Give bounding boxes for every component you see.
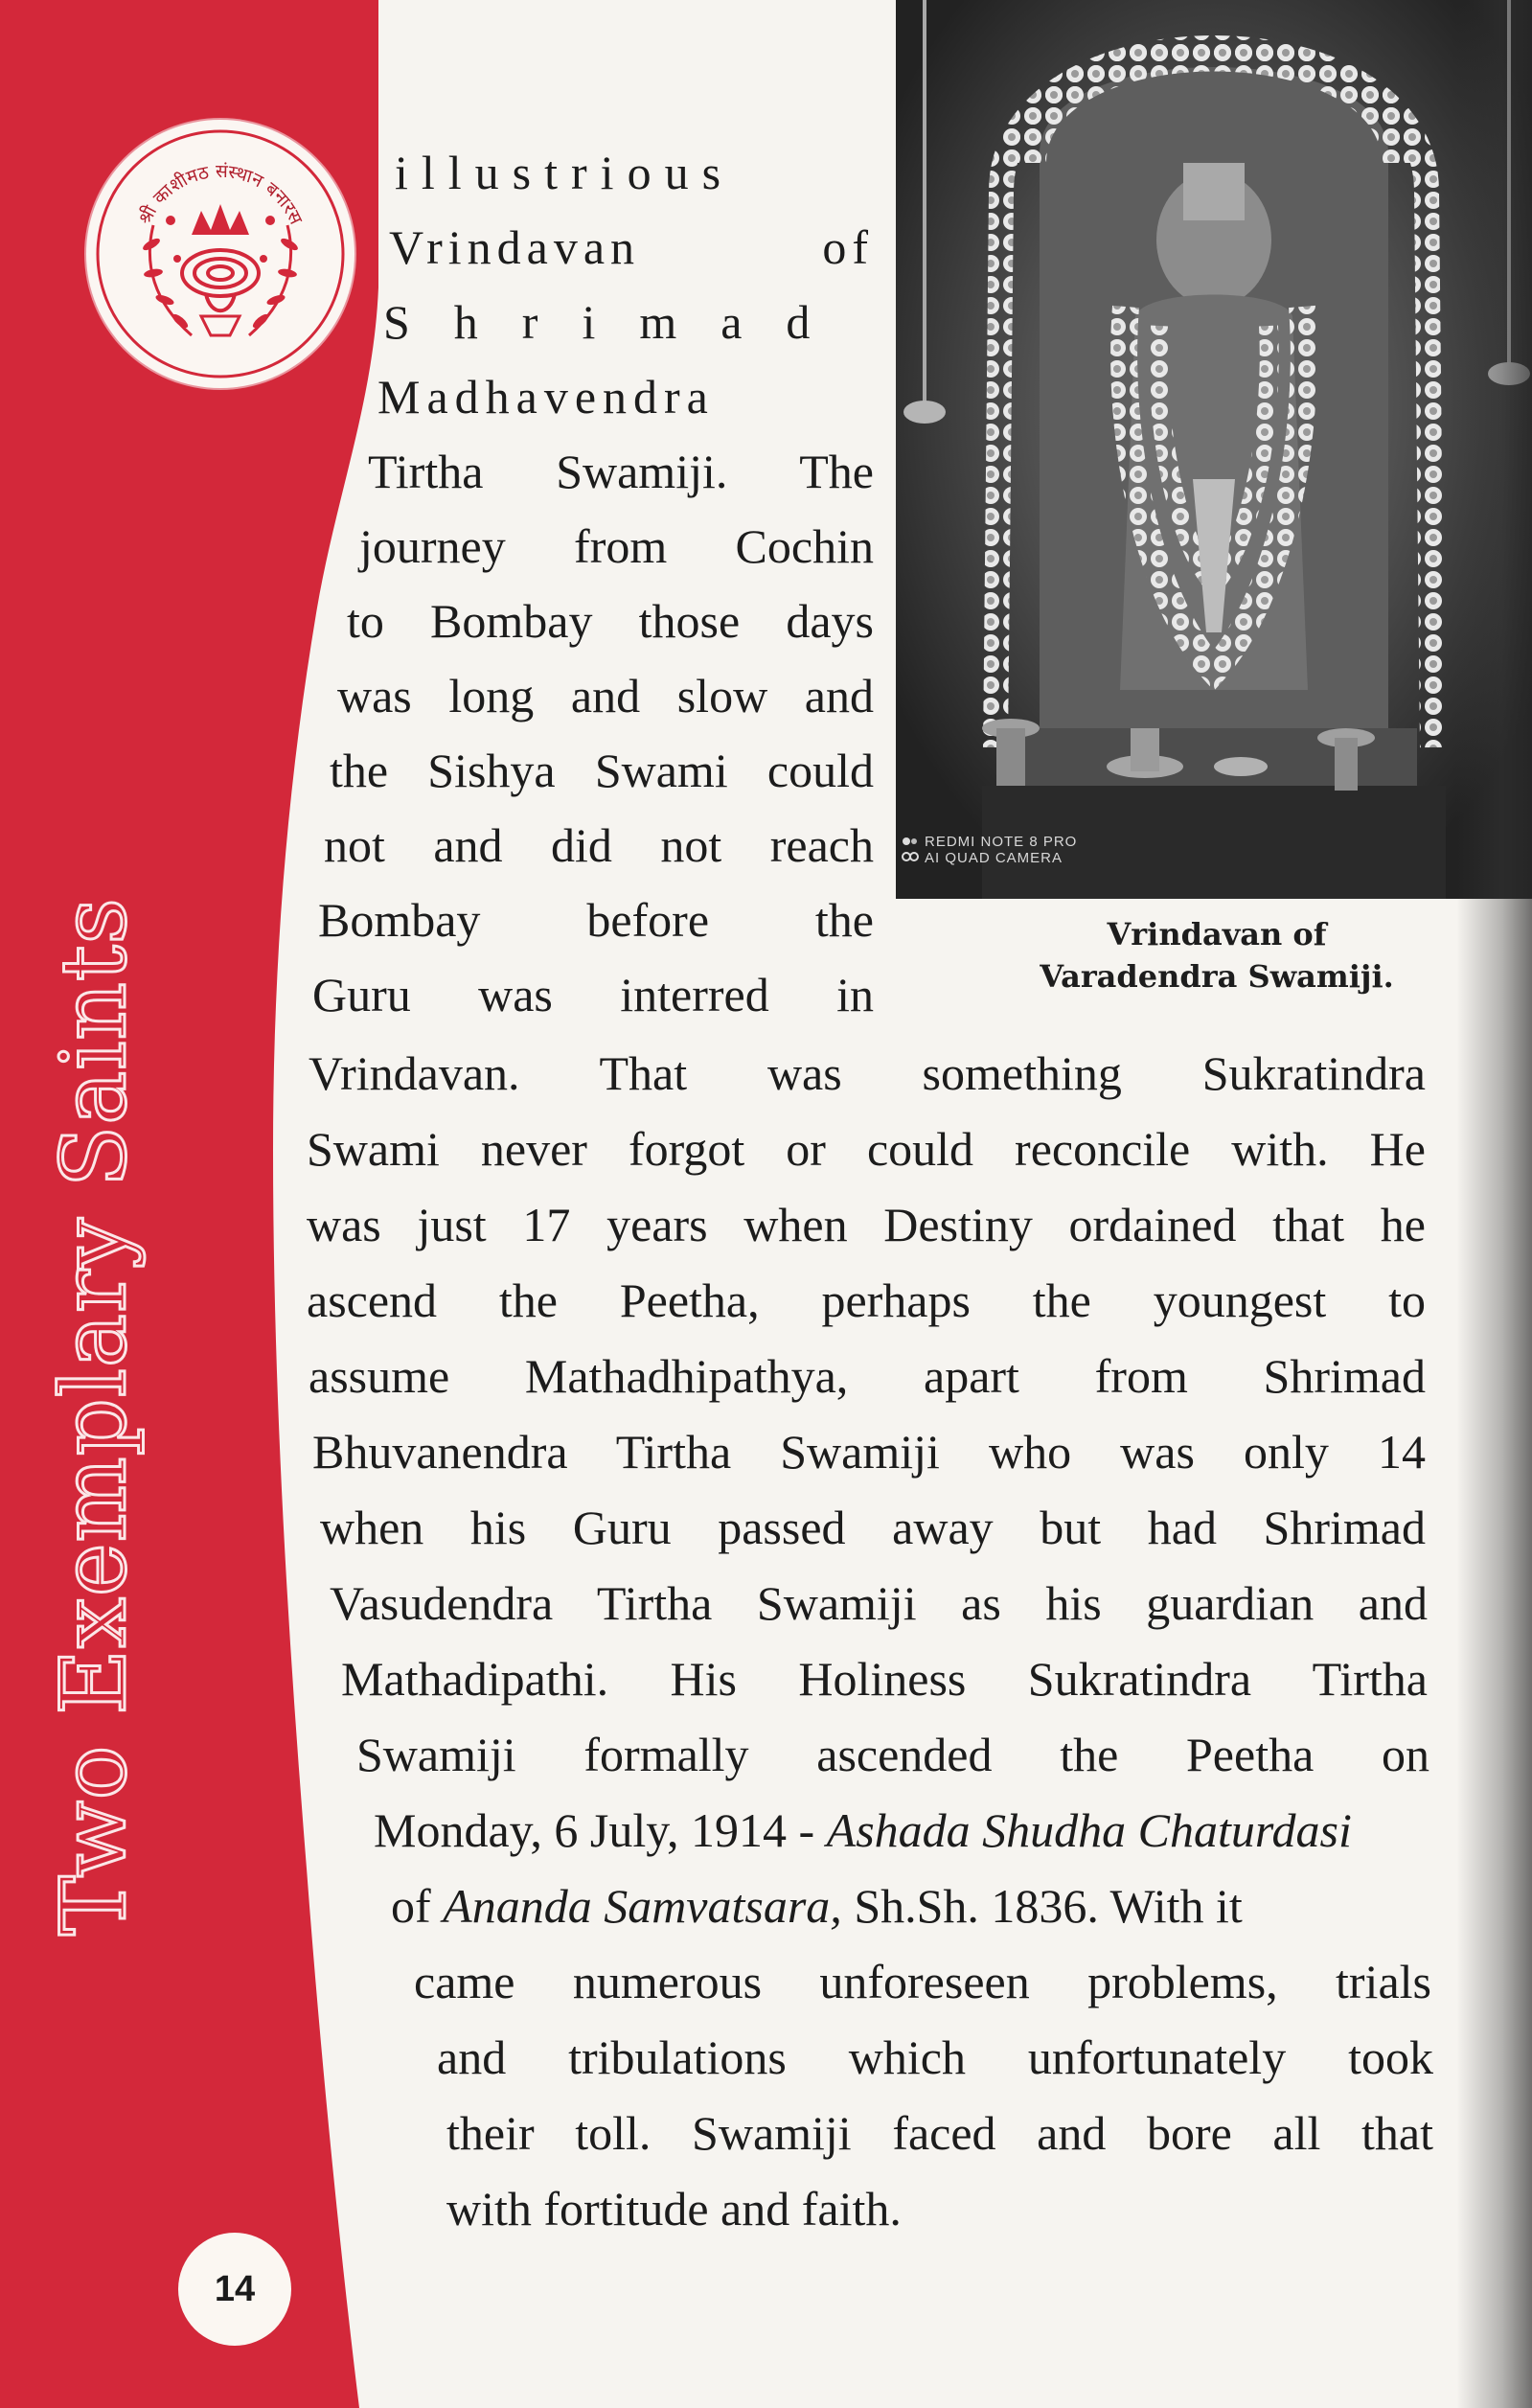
- body-line: [383, 295, 874, 349]
- body-line: illustrious: [395, 146, 735, 199]
- body-line: came numerous unforeseen problems, trials: [414, 1955, 1431, 2008]
- body-line: Mathadipathi. His Holiness Sukratindra Tirtha: [341, 1652, 1428, 1706]
- watermark-line-1: REDMI NOTE 8 PRO: [925, 834, 1078, 850]
- body-line: Bombay before the: [318, 893, 874, 947]
- caption-line-1: Vrindavan of: [1107, 916, 1327, 952]
- body-line: [391, 1879, 1431, 1933]
- vrindavan-shrine-photo-icon: [896, 0, 1532, 899]
- photo-watermark: [925, 834, 1077, 867]
- body-line-text: Sh.Sh. 1836. With it: [841, 1879, 1243, 1933]
- photo-caption: [996, 913, 1437, 998]
- body-line: when his Guru passed away but had Shrimad: [320, 1501, 1426, 1554]
- body-line: Swamiji formally ascended the Peetha on: [356, 1728, 1429, 1781]
- body-line: Guru was interred in: [312, 968, 874, 1021]
- camera-dots-icon: [902, 836, 919, 868]
- caption-line-2: Varadendra Swamiji.: [1040, 958, 1394, 995]
- body-line-italic: Ananda Samvatsara,: [443, 1879, 842, 1933]
- seal-icon: [86, 120, 354, 388]
- body-line: was just 17 years when Destiny ordained that he: [307, 1198, 1426, 1251]
- body-line: not and did not reach: [324, 818, 874, 872]
- shrine-photo: [896, 0, 1532, 899]
- body-line: Vasudendra Tirtha Swamiji as his guardian and: [330, 1576, 1428, 1630]
- body-line: assume Mathadhipathya, apart from Shrimad: [309, 1349, 1426, 1403]
- body-line: was long and slow and: [337, 669, 874, 722]
- body-line: Vrindavan. That was something Sukratindra: [309, 1046, 1426, 1100]
- body-line-text: Monday, 6 July, 1914 -: [374, 1803, 827, 1857]
- page-number: 14: [178, 2233, 291, 2346]
- body-line: [374, 1803, 1429, 1857]
- body-line: Swami never forgot or could reconcile with. He: [307, 1122, 1426, 1176]
- body-line: Vrindavan of: [389, 220, 874, 274]
- body-line-italic: Ashada Shudha Chaturdasi: [826, 1803, 1352, 1857]
- body-line: Tirtha Swamiji. The: [368, 445, 874, 498]
- svg-text:श्री काशीमठ संस्थान बनारस: श्री काशीमठ संस्थान बनारस: [134, 160, 307, 228]
- body-line-text: of: [391, 1879, 444, 1933]
- body-line: ascend the Peetha, perhaps the youngest to: [307, 1273, 1426, 1327]
- body-line: to Bombay those days: [347, 594, 874, 648]
- body-line: their toll. Swamiji faced and bore all that: [446, 2106, 1433, 2160]
- kashimath-logo: [86, 120, 354, 388]
- body-line: Bhuvanendra Tirtha Swamiji who was only 14: [312, 1425, 1426, 1479]
- body-line: and tribulations which unfortunately took: [437, 2030, 1433, 2084]
- body-line: the Sishya Swami could: [330, 744, 874, 797]
- body-line-text: Shrimad: [383, 295, 855, 349]
- body-line: journey from Cochin: [359, 519, 874, 573]
- side-title: Two Exemplary Saints: [42, 897, 147, 1936]
- watermark-line-2: AI QUAD CAMERA: [925, 850, 1063, 867]
- body-line: with fortitude and faith.: [446, 2182, 902, 2236]
- body-line: Madhavendra: [377, 370, 715, 424]
